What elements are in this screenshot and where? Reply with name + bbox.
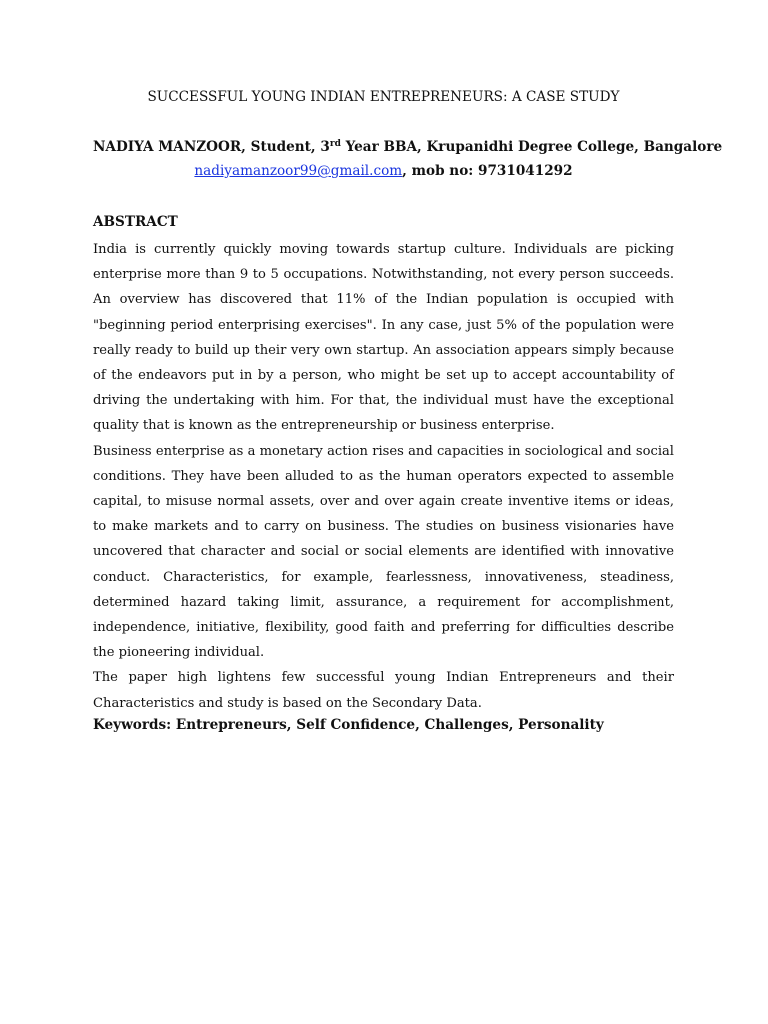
author-line [93, 138, 723, 156]
abstract-paragraph: India is currently quickly moving towards startup culture. Individuals are picking enterprise more than 9 to 5 occupations. Notwithstanding, not every person succeeds. An overview has discovered that 11% of the Indian population is occupied with "beginning period enterprising exercises". In any case, just 5% of the population were really ready to build up their very own startup. An association appears simply because of the endeavors put in by a person, who might be set up to accept accountability of driving the undertaking with him. For that, the individual must have the exceptional quality that is known as the entrepreneurship or business enterprise. [93, 242, 674, 434]
paper-title: SUCCESSFUL YOUNG INDIAN ENTREPRENEURS: A CASE STUDY [147, 89, 620, 105]
author-affiliation: Year BBA, Krupanidhi Degree College, Bangalore [340, 139, 723, 155]
author-name: NADIYA MANZOOR, Student, 3 [93, 139, 330, 155]
abstract-heading: ABSTRACT [93, 214, 178, 230]
keywords-line: Keywords: Entrepreneurs, Self Confidence, Challenges, Personality [93, 717, 604, 733]
author-year-superscript: rd [329, 139, 341, 149]
phone-number: , mob no: 9731041292 [402, 163, 573, 179]
contact-line [93, 162, 674, 180]
abstract-paragraph: Business enterprise as a monetary action rises and capacities in sociological and social conditions. They have been alluded to as the human operators expected to assemble capital, to misuse normal assets, over and over again create inventive items or ideas, to make markets and to carry on business. The studies on business visionaries have uncovered that character and social or social elements are identified with innovative conduct. Characteristics, for example, fearlessness, innovativeness, steadiness, determined hazard taking limit, assurance, a requirement for accomplishment, independence, initiative, flexibility, good faith and preferring for difficulties describe the pioneering individual. [93, 443, 674, 661]
abstract-body [93, 237, 674, 716]
abstract-paragraph: The paper high lightens few successful young Indian Entrepreneurs and their Characteristics and study is based on the Secondary Data. [93, 670, 674, 711]
email-link[interactable]: nadiyamanzoor99@gmail.com [194, 163, 403, 179]
